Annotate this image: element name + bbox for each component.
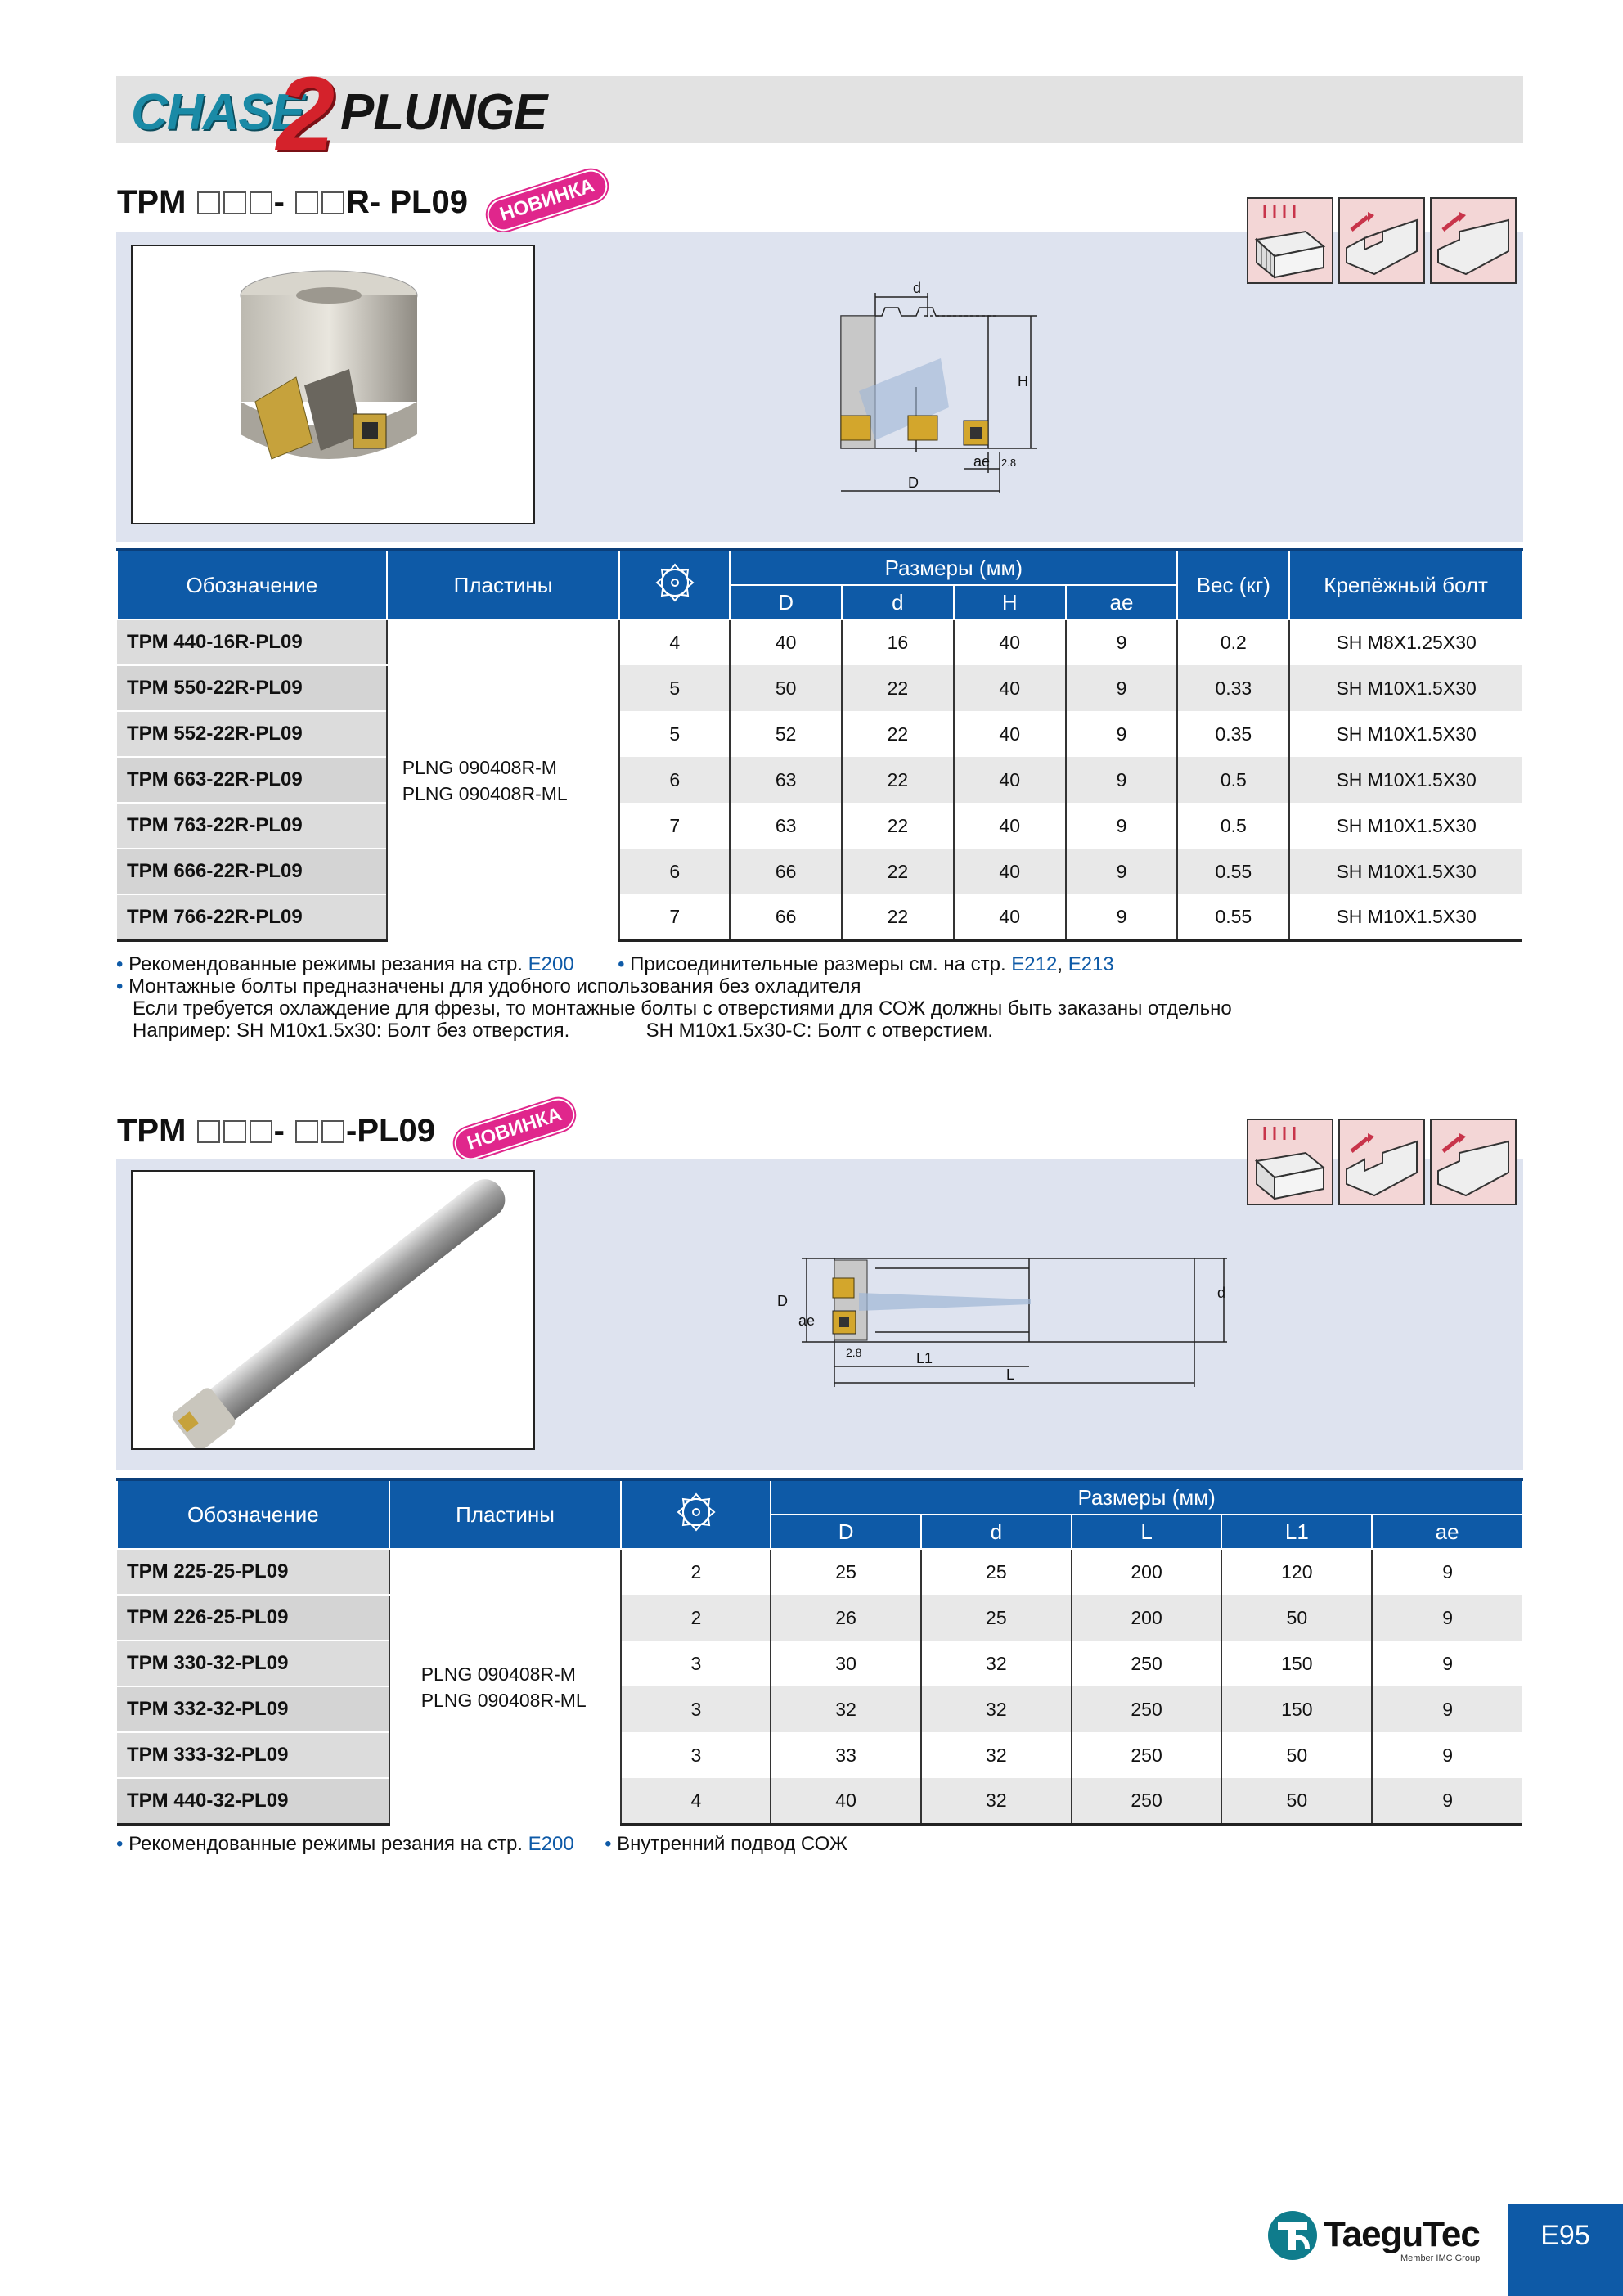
inserts-cell: PLNG 090408R-M PLNG 090408R-ML xyxy=(389,1549,622,1825)
col-dimensions: Размеры (мм) xyxy=(771,1479,1522,1515)
ramping-slot-icon xyxy=(1338,1119,1425,1205)
table-row: TPM 226-25-PL09 2 26 25 200 50 9 xyxy=(117,1595,1522,1641)
col-H: H xyxy=(954,585,1066,619)
col-d: d xyxy=(921,1515,1072,1549)
diagram-label-ae: ae xyxy=(973,453,991,470)
table-row: TPM 666-22R-PL09 6 66 22 40 9 0.55 SH M10X1.5X30 xyxy=(117,849,1522,894)
col-dimensions: Размеры (мм) xyxy=(730,550,1177,585)
shoulder-icon xyxy=(1430,1119,1517,1205)
diagram-label-d: d xyxy=(913,280,922,296)
diagram-label-depth: 2.8 xyxy=(846,1346,862,1359)
section1-title: TPM - R- PL09 НОВИНКА xyxy=(117,184,609,221)
teeth-count-icon xyxy=(675,1491,717,1533)
end-mill-dimension-drawing xyxy=(769,1244,1243,1391)
table-row: TPM 550-22R-PL09 5 50 22 40 9 0.33 SH M10X1.5X30 xyxy=(117,665,1522,711)
table-row: TPM 225-25-PL09 PLNG 090408R-M PLNG 090408R-ML 2 25 25 200 120 9 xyxy=(117,1549,1522,1595)
section2-notes: • Рекомендованные режимы резания на стр. E200 • Внутренний подвод СОЖ xyxy=(116,1833,847,1855)
section2-spec-table xyxy=(116,1478,1523,1826)
col-bolt: Крепёжный болт xyxy=(1289,550,1522,619)
col-ae: ae xyxy=(1066,585,1178,619)
col-L: L xyxy=(1072,1515,1222,1549)
taegutec-mark-icon xyxy=(1266,2209,1319,2262)
diagram-label-D: D xyxy=(777,1293,788,1309)
col-inserts: Пластины xyxy=(387,550,620,619)
diagram-label-d: d xyxy=(1217,1285,1226,1301)
plunge-icon xyxy=(1247,197,1333,284)
operation-icons xyxy=(1247,197,1517,284)
col-D: D xyxy=(730,585,842,619)
col-teeth xyxy=(619,550,730,619)
table-row: TPM 330-32-PL09 3 30 32 250 150 9 xyxy=(117,1641,1522,1686)
section1-spec-table xyxy=(116,548,1523,942)
col-weight: Вес (кг) xyxy=(1177,550,1289,619)
product-photo-face-mill xyxy=(131,245,535,524)
new-badge: НОВИНКА xyxy=(483,166,612,236)
col-D: D xyxy=(771,1515,921,1549)
table-row: TPM 552-22R-PL09 5 52 22 40 9 0.35 SH M10X1.5X30 xyxy=(117,711,1522,757)
page-ref-link[interactable]: E212 xyxy=(1011,953,1058,975)
col-ae: ae xyxy=(1372,1515,1522,1549)
section2-title: TPM - -PL09 НОВИНКА xyxy=(117,1113,577,1150)
col-inserts: Пластины xyxy=(389,1479,622,1549)
diagram-label-D: D xyxy=(908,475,919,491)
diagram-label-L1: L1 xyxy=(916,1350,933,1366)
col-teeth xyxy=(621,1479,771,1549)
teeth-count-icon xyxy=(654,561,696,604)
page-ref-link[interactable]: E213 xyxy=(1068,953,1114,975)
ramping-slot-icon xyxy=(1338,197,1425,284)
product-photo-end-mill xyxy=(131,1170,535,1450)
col-designation: Обозначение xyxy=(117,1479,389,1549)
face-mill-dimension-drawing xyxy=(826,277,1072,497)
chase2plunge-logo: CHASE 2 PLUNGE xyxy=(131,56,547,173)
plunge-icon xyxy=(1247,1119,1333,1205)
table-row: TPM 332-32-PL09 3 32 32 250 150 9 xyxy=(117,1686,1522,1732)
shoulder-icon xyxy=(1430,197,1517,284)
table-row: TPM 333-32-PL09 3 33 32 250 50 9 xyxy=(117,1732,1522,1778)
page-ref-link[interactable]: E200 xyxy=(528,1833,574,1855)
diagram-label-depth: 2.8 xyxy=(1001,457,1017,469)
table-row: TPM 663-22R-PL09 6 63 22 40 9 0.5 SH M10X1.5X30 xyxy=(117,757,1522,803)
taegutec-logo: TaeguTec Member IMC Group xyxy=(1266,2209,1495,2267)
diagram-label-H: H xyxy=(1018,373,1028,389)
inserts-cell: PLNG 090408R-M PLNG 090408R-ML xyxy=(387,619,620,941)
table-row: TPM 763-22R-PL09 7 63 22 40 9 0.5 SH M10X1.5X30 xyxy=(117,803,1522,849)
page-ref-link[interactable]: E200 xyxy=(528,953,574,975)
table-row: TPM 766-22R-PL09 7 66 22 40 9 0.55 SH M10X1.5X30 xyxy=(117,894,1522,941)
diagram-label-ae: ae xyxy=(798,1312,816,1329)
operation-icons xyxy=(1247,1119,1517,1205)
col-designation: Обозначение xyxy=(117,550,387,619)
diagram-label-L: L xyxy=(1006,1366,1015,1383)
table-row: TPM 440-16R-PL09 PLNG 090408R-M PLNG 090408R-ML 4 40 16 40 9 0.2 SH M8X1.25X30 xyxy=(117,619,1522,665)
col-L1: L1 xyxy=(1221,1515,1372,1549)
new-badge: НОВИНКА xyxy=(451,1095,579,1164)
section1-notes: • Рекомендованные режимы резания на стр. E200 • Присоединительные размеры см. на стр. E212, E213 • Монтажные болты предназначены для удобного использования без охладителя Если требуется охлаждение для фрезы, то монтажные болты с отверстиями для СОЖ должны быть заказаны отдельно Например: SH M10x1.5x30: Болт без отверстия. SH M10x1.5x30-C: Болт с отверстием. xyxy=(116,953,1232,1042)
page-number: E95 xyxy=(1508,2204,1623,2296)
col-d: d xyxy=(842,585,954,619)
table-row: TPM 440-32-PL09 4 40 32 250 50 9 xyxy=(117,1778,1522,1825)
